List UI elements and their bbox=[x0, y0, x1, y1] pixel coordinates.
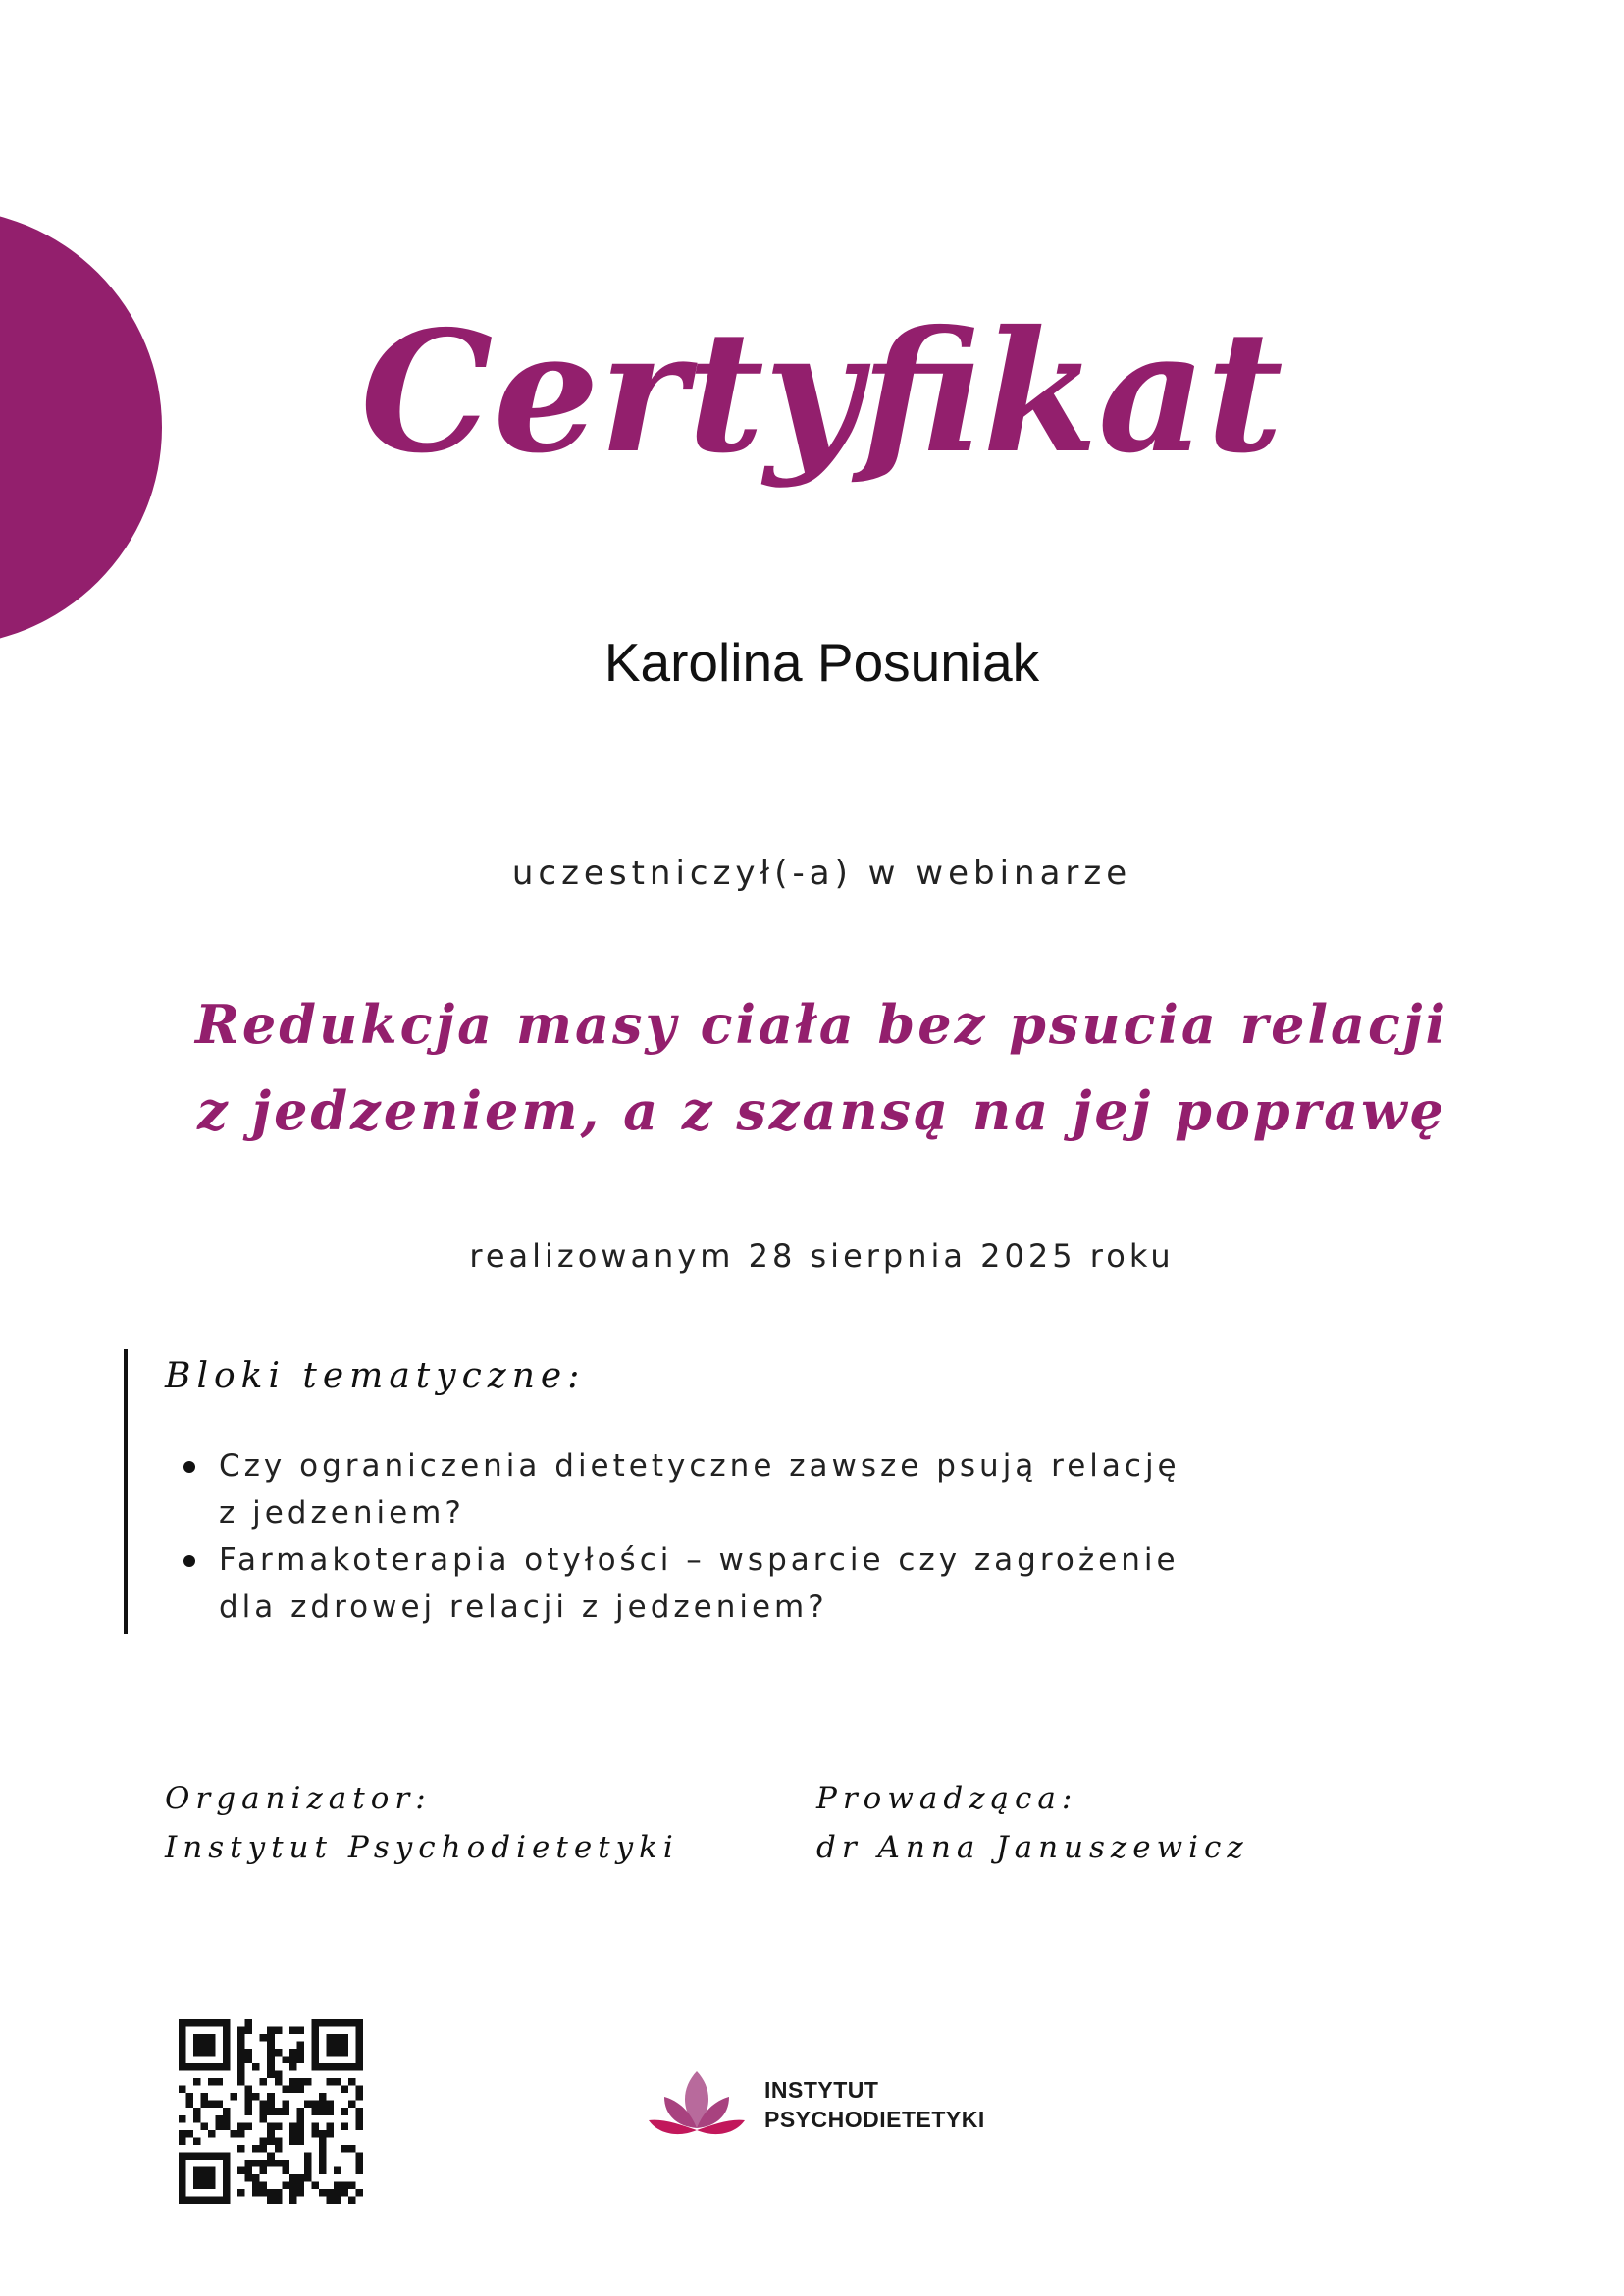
lotus-icon bbox=[643, 2065, 751, 2144]
topics-heading: Bloki tematyczne: bbox=[165, 1356, 586, 1396]
organizer-label: Organizator: bbox=[165, 1781, 432, 1816]
logo-text-line: INSTYTUT bbox=[764, 2077, 879, 2103]
webinar-title-line: z jedzeniem, a z szansą na jej poprawę bbox=[197, 1079, 1446, 1142]
list-item bbox=[219, 1442, 1298, 1537]
certificate-title: Certyfikat bbox=[360, 294, 1283, 491]
organizer-block bbox=[165, 1774, 679, 1872]
topics-list bbox=[182, 1442, 1298, 1631]
logo-text bbox=[764, 2075, 985, 2134]
list-item-line: Farmakoterapia otyłości – wsparcie czy zagrożenie bbox=[219, 1542, 1179, 1578]
qr-code-icon[interactable] bbox=[179, 2019, 363, 2204]
webinar-title bbox=[0, 981, 1624, 1154]
host-name: dr Anna Januszewicz bbox=[816, 1830, 1249, 1865]
logo-text-line: PSYCHODIETETYKI bbox=[764, 2107, 985, 2132]
webinar-date: realizowanym 28 sierpnia 2025 roku bbox=[469, 1237, 1175, 1275]
host-block bbox=[816, 1774, 1249, 1872]
topics-divider bbox=[124, 1349, 128, 1634]
host-label: Prowadząca: bbox=[816, 1781, 1078, 1816]
recipient-name: Karolina Posuniak bbox=[603, 632, 1040, 693]
organizer-name: Instytut Psychodietetyki bbox=[165, 1830, 679, 1865]
list-item-line: Czy ograniczenia dietetyczne zawsze psują relację bbox=[219, 1448, 1180, 1484]
institute-logo bbox=[643, 2065, 985, 2144]
list-item-line: dla zdrowej relacji z jedzeniem? bbox=[219, 1590, 828, 1625]
list-item bbox=[219, 1537, 1298, 1631]
list-item-line: z jedzeniem? bbox=[219, 1495, 465, 1531]
participation-text: uczestniczył(-a) w webinarze bbox=[511, 854, 1132, 893]
webinar-title-line: Redukcja masy ciała bez psucia relacji bbox=[195, 993, 1448, 1056]
